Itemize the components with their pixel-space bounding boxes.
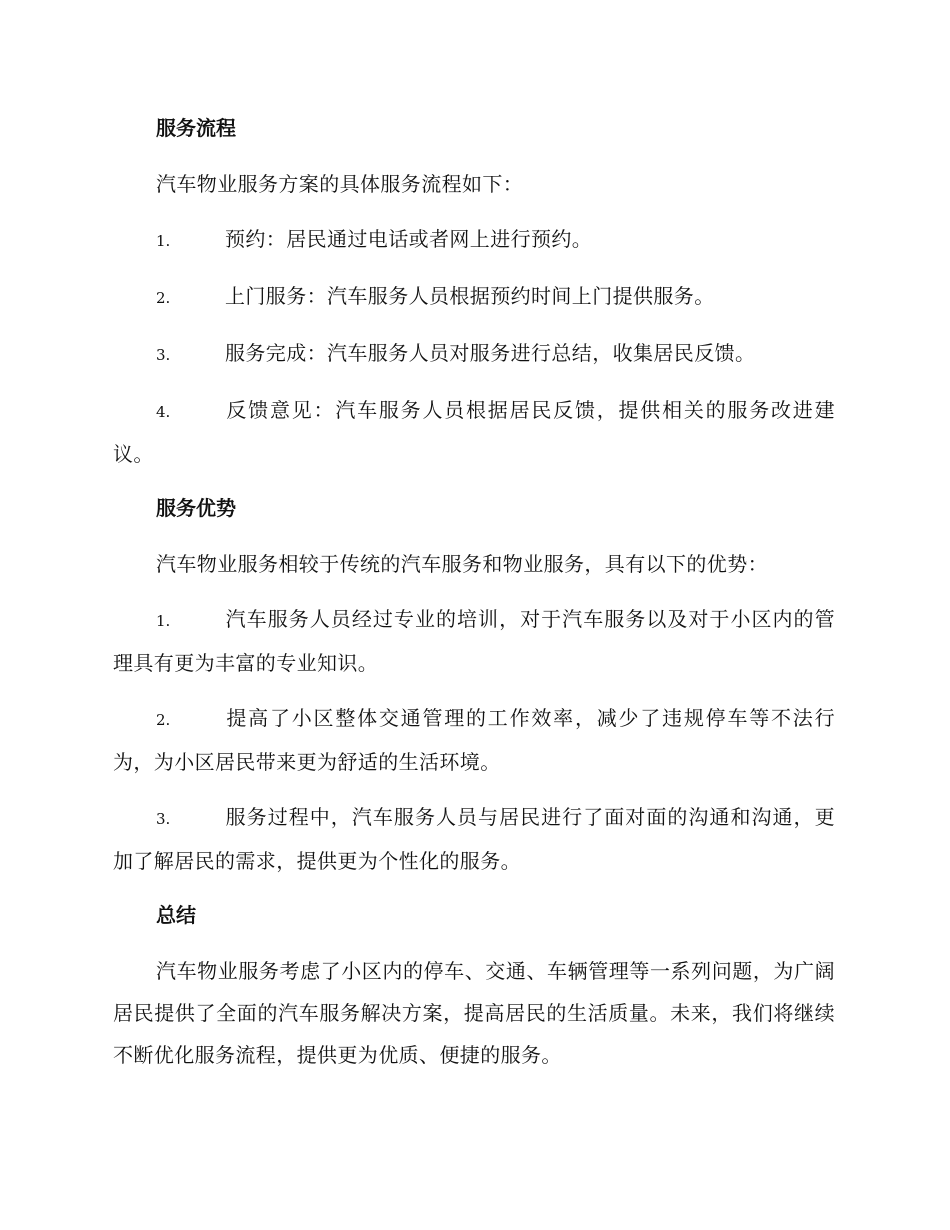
list-item-text: 上门服务：汽车服务人员根据预约时间上门提供服务。	[225, 284, 715, 308]
section-heading-summary: 总结	[156, 903, 196, 927]
section-intro-advantages: 汽车物业服务相较于传统的汽车服务和物业服务，具有以下的优势：	[156, 552, 768, 576]
list-item-number: 2.	[156, 289, 171, 307]
list-item-number: 1.	[156, 232, 171, 250]
list-item	[113, 275, 835, 319]
section-intro-process: 汽车物业服务方案的具体服务流程如下：	[156, 172, 524, 196]
list-item-text: 反馈意见：汽车服务人员根据居民反馈，提供相关的服务改进建议。	[113, 398, 835, 466]
section-heading-process: 服务流程	[156, 116, 236, 140]
list-item	[113, 332, 835, 376]
list-item	[113, 796, 835, 882]
list-item	[113, 218, 835, 262]
list-item-number: 2.	[156, 711, 171, 729]
list-item-number: 1.	[156, 612, 171, 630]
list-item-text: 汽车服务人员经过专业的培训，对于汽车服务以及对于小区内的管理具有更为丰富的专业知识。	[113, 607, 835, 675]
list-item	[113, 697, 835, 783]
list-item-number: 3.	[156, 810, 171, 828]
document-body	[113, 108, 835, 1089]
list-item-text: 服务过程中，汽车服务人员与居民进行了面对面的沟通和沟通，更加了解居民的需求，提供更为个性化的服务。	[113, 805, 835, 873]
list-item-text: 预约：居民通过电话或者网上进行预约。	[225, 227, 593, 251]
list-item-number: 3.	[156, 346, 171, 364]
list-item	[113, 389, 835, 475]
list-item-number: 4.	[156, 403, 171, 421]
section-body-summary: 汽车物业服务考虑了小区内的停车、交通、车辆管理等一系列问题，为广阔居民提供了全面的汽车服务解决方案，提高居民的生活质量。未来，我们将继续不断优化服务流程，提供更为优质、便捷的服务。	[113, 959, 835, 1067]
list-item	[113, 598, 835, 684]
list-item-text: 提高了小区整体交通管理的工作效率，减少了违规停车等不法行为，为小区居民带来更为舒适的生活环境。	[113, 706, 835, 774]
list-item-text: 服务完成：汽车服务人员对服务进行总结，收集居民反馈。	[225, 341, 756, 365]
section-heading-advantages: 服务优势	[156, 496, 236, 520]
